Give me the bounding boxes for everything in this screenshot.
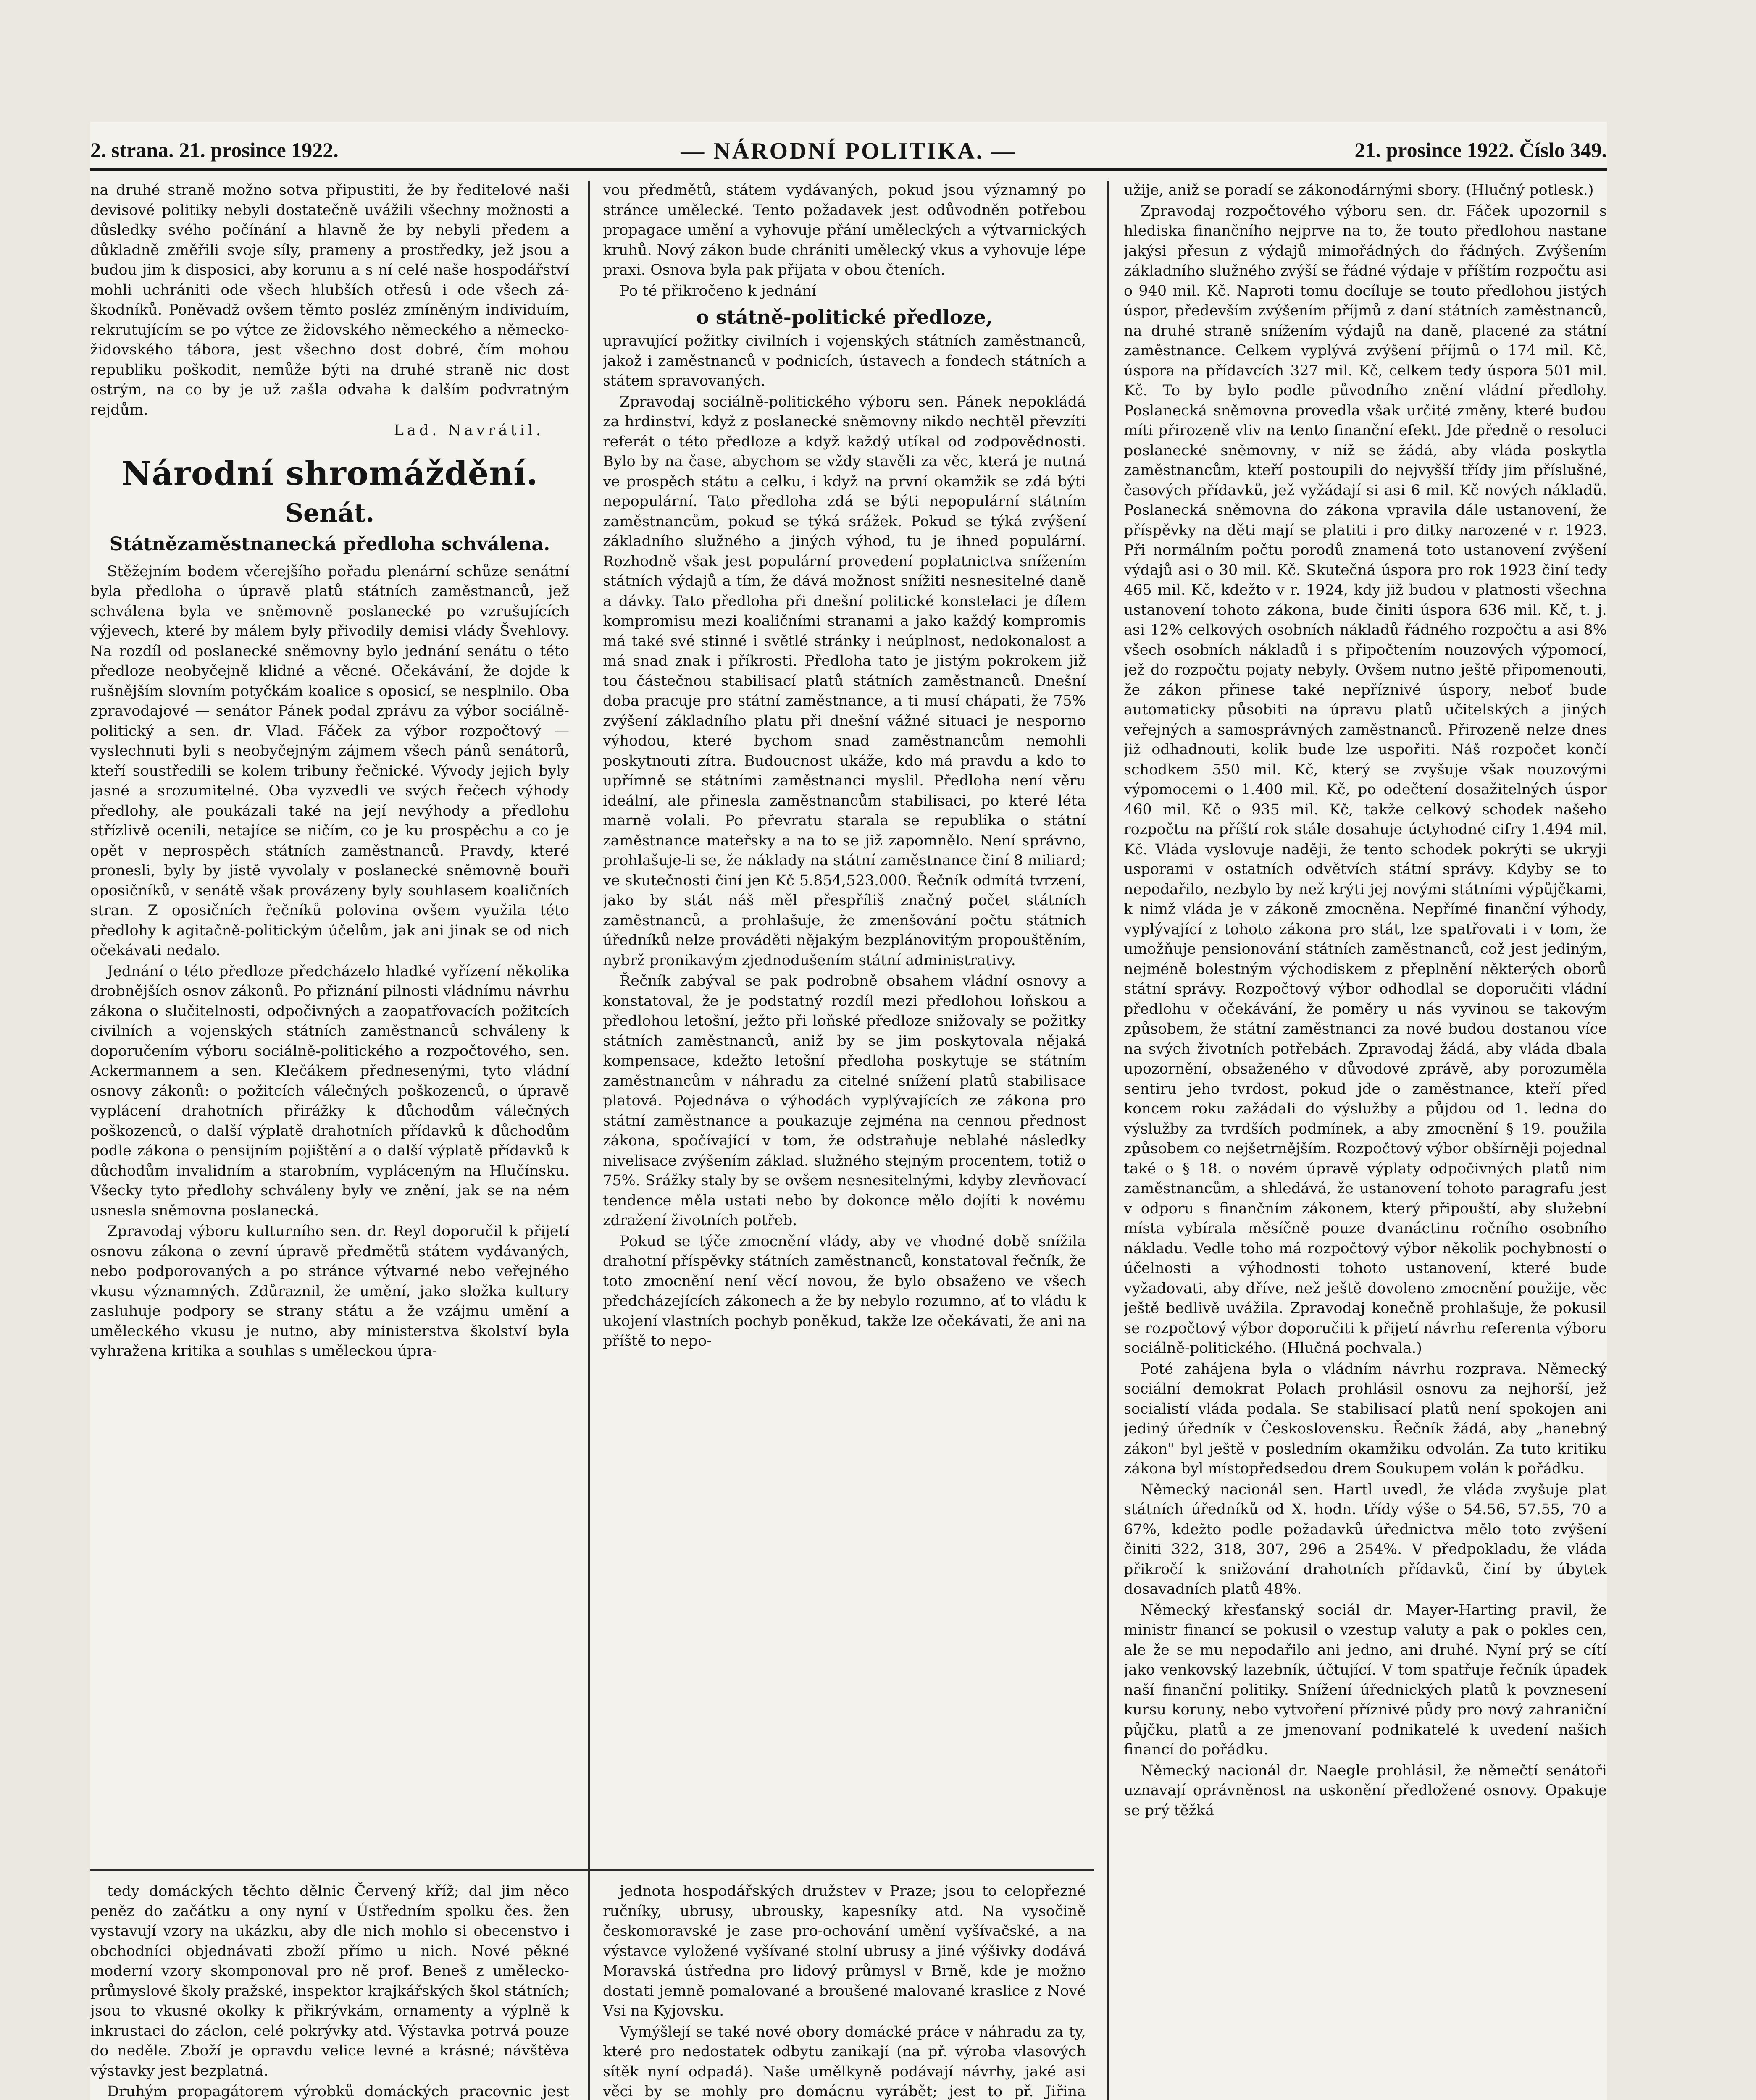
column-2 xyxy=(603,181,1086,1856)
paragraph: Německý nacionál sen. Hartl uvedl, že vláda zvyšuje plat státních úředníků od X. hodn. třídy výše o 54.56, 57.55, 70 a 67%, kdežto podle požadavků úřednictva mělo toto zvýšení činiti 322, 318, 307, 296 a 254%. V předpokladu, že vláda přikročí k snižování drahotních přídavků, činí by úbytek dosavadních platů 48%. xyxy=(1124,1481,1607,1598)
page-header xyxy=(90,122,1607,171)
paragraph: Pokud se týče zmocnění vlády, aby ve vhodné době snížila drahotní příspěvky státních zaměstnanců, konstatoval řečník, že toto zmocnění není věcí novou, že bylo obsaženo ve všech předcházejících zákonech a že by nebylo rozumno, ať to vládu k ukojení vlastních pochyb poněkud, takže lze očekávati, že ani na příště to nepo- xyxy=(603,1233,1086,1349)
masthead-title: — NÁRODNÍ POLITIKA. — xyxy=(681,138,1017,164)
paragraph: Stěžejním bodem včerejšího pořadu plenární schůze senátní byla předloha o úpravě platů státních zaměstnanců, jež schválena byla ve sněmovně poslanecké po vzrušujících výjevech, které by málem byly přivodily demisi vlády Švehlovy. Na rozdíl od poslanecké sněmovny bylo jednání senátu o této předloze neobyčejně klidné a věcné. Očekávání, že dojde k rušnějším slovním potyčkám koalice s oposicí, se nesplnilo. Oba zpravodajové — senátor Pánek podal zprávu za výbor sociálně-politický a sen. dr. Vlad. Fáček za výbor rozpočtový — vyslechnuti byli s neobyčejným zájmem všech pánů senátorů, kteří soustředili se kolem tribuny řečnické. Vývody jejich byly jasné a srozumitelné. Oba vyzvedli ve svých řečech výhody předlohy, ale poukázali také na její nevýhody a předlohu střízlivě ocenili, netajíce se ničím, co je ku prospěchu a co je opět v neprospěch státních zaměstnanců. Pravdy, které pronesli, byly by jistě vyvolaly v poslanecké sněmovně bouři oposičníků, v senátě však provázeny byly souhlasem koaličních stran. Z oposičních řečníků polovina ovšem využila této předlohy k agitačně-politickým účelům, jak ani jinak se od nich očekávati nedalo. xyxy=(90,563,569,959)
article-title: Státnězaměstnanecká předloha schválena. xyxy=(109,533,550,555)
paragraph: Zpravodaj rozpočtového výboru sen. dr. Fáček upozornil s hlediska finančního nejprve na to, že touto předlohou nastane jakýsi přesun z výdajů mimořádných do řádných. Zvýšením základního služného zvýší se řádné výdaje v příštím rozpočtu asi o 940 mil. Kč. Naproti tomu docíluje se touto předlohou jistých úspor, především zvýšením příjmů z daní státních zaměstnanců, na druhé straně snížením výdajů na daně, placené za státní zaměstnance. Celkem vyplývá zvýšení příjmů o 174 mil. Kč, úspora na přídavcích 327 mil. Kč, celkem tedy úspora 501 mil. Kč. To by bylo podle původního znění vládní předlohy. Poslanecká sněmovna provedla však určité změny, které budou míti přirozeně vliv na tento finanční efekt. Jde předně o resoluci poslanecké sněmovny, v níž se žádá, aby vláda poskytla zaměstnancům, kteří postoupili do nejvyšší třídy jim příslušné, časových přídavků, jež vyžádají si asi 6 mil. Kč nových nákladů. Poslanecká sněmovna do zákona vpravila dále ustanovení, že příspěvky na děti mají se platiti i pro ditky narozené v r. 1923. Při normálním počtu porodů znamená toto ustanovení zvýšení výdajů asi o 30 mil. Kč. Skutečná úspora pro rok 1923 činí tedy 465 mil. Kč, kdežto v r. 1924, kdy již budou v platnosti všechna ustanovení tohoto zákona, bude činiti úspora 636 mil. Kč, t. j. asi 12% celkových osobních nákladů řádného rozpočtu a asi 8% všech osobních nákladů i s připočtením nouzových výpomocí, jež do rozpočtu pojaty nebyly. Ovšem nutno ještě připomenouti, že zákon přinese také nepříznivé úspory, neboť bude automaticky působiti na úpravu platů učitelských a jiných veřejných a samosprávných zaměstnanců. Přirozeně nelze dnes již odhadnouti, kolik bude lze uspořiti. Náš rozpočet končí schodkem 550 mil. Kč, který se zvyšuje však nouzovými výpomocemi o 1.400 mil. Kč, po odečtení dosažitelných úspor 460 mil. Kč o 935 mil. Kč, takže celkový schodek našeho rozpočtu na příští rok stále dosahuje úctyhodné cifry 1.494 mil. Kč. Vláda vyslovuje naději, že tento schodek pokrýti se ukryji usporami v ostatních odvětvích státní správy. Kdyby se to nepodařilo, nezbylo by než krýti jej novými státními výpůjčkami, k nimž vláda je v zákoně zmocněna. Nepřímé finanční výhody, vyplývající z tohoto zákona pro stát, lze spatřovati i v tom, že umožňuje pensionování státních zaměstnanců, což jest jediným, nejméně bolestným východiskem z přeplnění některých oborů státní správy. Rozpočtový výbor odhodlal se doporučiti vládní předlohu v očekávání, že poměry u nás vyvinou se takovým způsobem, že státní zaměstnanci za nové budou dostanou více na svých životních potřebách. Zpravodaj žádá, aby vláda dbala upozornění, obsaženého v důvodové zprávě, aby porozuměla sentiru jeho tvrdost, pokud jde o zaměstnance, kteří před koncem roku zažádali do výslužby a půjdou od 1. ledna do výslužby za tvrdších podmínek, a aby zmocnění § 19. použila způsobem co nejšetrnějším. Rozpočtový výbor obšírněji pojednal také o § 18. o novém úpravě výplaty odpočivných platů nim zaměstnancům, a shledává, že ustanovení tohoto paragrafu jest v odporu s finančním zákonem, který připouští, aby služební místa vybírala měsíčně pouze dvanáctinu ročního osobního nákladu. Vedle toho má rozpočtový výbor několik pochybností o účelnosti a výhodnosti tohoto ustanovení, které bude vyžadovati, aby dříve, než ještě dovoleno zmocnění použije, věc ještě bedlivě uvážila. Zpravodaj konečně prohlašuje, že pokusil se rozpočtový výbor doporučiti k přijetí návrhu referenta výboru sociálně-politického. (Hlučná pochvala.) xyxy=(1124,202,1607,1357)
header-issue-right: 21. prosince 1922. Číslo 349. xyxy=(1354,138,1607,162)
paragraph: Jednání o této předloze předcházelo hladké vyřízení několika drobnějších osnov zákonů. Po přiznání pilnosti vládnímu návrhu zákona o slučitelnosti, odpočivných a zaopatřovacích požitcích civilních a vojenských státních zaměstnanců schváleny k doporučením výboru sociálně-politického a rozpočtového, sen. Ackermannem a sen. Klečákem přednesenými, tyto vládní osnovy zákonů: o požitcích válečných poškozenců, o úpravě vyplácení drahotních přirážky k důchodům válečných poškozenců, o další výplatě drahotních přídavků k důchodům podle zákona o pensijním pojištění a o další výplatě přídavků k důchodům invalidním a starobním, vypláceným na Hlučínsku. Všecky tyto předlohy schváleny byly ve znění, jak se na ném usnesla sněmovna poslanecká. xyxy=(90,963,569,1219)
subheading-intro: Po té přikročeno k jednání xyxy=(620,282,817,299)
paragraph: Řečník zabýval se pak podrobně obsahem vládní osnovy a konstatoval, že je podstatný rozdíl mezi předlohou loňskou a předlohou letošní, ježto při loňské předloze snižovaly se požitky státních zaměstnanců, aniž by se jim poskytovala nějaká kompensace, kdežto letošní předloha poskytuje se státním zaměstnancům v náhradu za citelné snížení platů stabilisace platová. Pojednáva o výhodách vyplývajících ze zákona pro státní zaměstnance a poukazuje zejména na cennou přednost zákona, spočívající v tom, že odstraňuje neblahé následky nivelisace zvýšením základ. služného stejným procentem, totiž o 75%. Srážky staly by se ovšem nesnesitelnými, kdyby zlevňovací tendence měla ustati nebo by dokonce mělo dojíti k novému zdražení životních potřeb. xyxy=(603,973,1086,1229)
subheading: o státně-politické předloze, xyxy=(696,306,993,328)
paragraph: Poté zahájena byla o vládním návrhu rozprava. Německý sociální demokrat Polach prohlásil osnovu za nejhorší, jež socialistí vláda podala. Se stabilisací platů není spokojen ani jediný úředník v Československu. Řečník žádá, aby „hanebný zákon" byl ještě v posledním okamžiku odvolán. Za tuto kritiku zákona byl místopředsedou drem Soukupem volán k pořádku. xyxy=(1124,1360,1607,1477)
section-title: Národní shromáždění. xyxy=(121,454,538,493)
paragraph: Německý nacionál dr. Naegle prohlásil, že němečtí senátoři uznavají oprávněnost na uskonění předložené osnovy. Opakuje se prý těžká xyxy=(1124,1762,1607,1819)
paragraph: Německý křesťanský sociál dr. Mayer-Harting pravil, že ministr financí se pokusil o vzestup valuty a pak o pokles cen, ale že se mu nepodařilo ani jedno, ani druhé. Nyní prý se cítí jako venkovský lazebník, účtující. V tom spatřuje řečník úpadek naší finanční politiky. Snížení úřednických platů k povznesení kursu koruny, nebo vytvoření příznivé půdy pro nový zahraniční půjčku, platů a ze jmenovaní podnikatelé k uvedení našich financí do pořádku. xyxy=(1124,1601,1607,1758)
header-date-left: 2. strana. 21. prosince 1922. xyxy=(90,138,339,162)
section-subtitle: Senát. xyxy=(285,498,375,528)
bottom-column-2 xyxy=(603,1882,1086,2100)
column-3 xyxy=(1124,181,1607,2100)
paragraph: užije, aniž se poradí se zákonodárnými sbory. (Hlučný potlesk.) xyxy=(1124,182,1594,199)
paragraph: vou předmětů, státem vydávaných, pokud jsou významný po stránce umělecké. Tento požadavek jest odůvodněn potřebou propagace umění a vyhovuje přání uměleckých a výtvarnických kruhů. Nový zákon bude chrániti umělecký vkus a vyhovuje lépe praxi. Osnova byla pak přijata v obou čteních. xyxy=(603,182,1086,278)
newspaper-page xyxy=(90,122,1607,2100)
bottom-column-1 xyxy=(90,1882,569,2100)
subheading-rest: upravující požitky civilních i vojenských státních zaměstnanců, jakož i zaměstnanců v podnicích, ústavech a fondech státních a státem spravovaných. xyxy=(603,333,1086,389)
paragraph: tedy domáckých těchto dělnic Červený kříž; dal jim něco peněz do začátku a ony nyní v Ústředním spolku čes. žen vystavují vzory na ukázku, aby dle nich mohlo si obecenstvo i obchodníci objednávati zboží přímo u nich. Nové pěkné moderní vzory skomponoval pro ně prof. Beneš z umělecko-průmyslové školy pražské, inspektor krajkářských škol státních; jsou to vkusné okolky k přikrývkám, ornamenty a výplně k inkrustaci do záclon, celé pokrývky atd. Výstavka potrvá pouze do neděle. Zboží je opravdu velice levné a krásné; návštěva výstavky jest bezplatná. xyxy=(90,1883,569,2079)
article-intro: na druhé straně možno sotva připustiti, že by ředitelové naši devisové politiky nebyli dostatečně uvážili všechny možnosti a důsledky svého počínání a hlavně že by nebyli předem a důkladně změřili svoje síly, prameny a prostředky, jež jsou a budou jim k disposici, aby korunu a s ní celé naše hospodářství mohli uchrániti ode všech hlubších otřesů i ode všech zá-škodníků. Poněvadž ovšem těmto posléz zmíněným individuím, rekrutujícím se po výtce ze židovského německého a německo-židovského tábora, jest všechno dost dobré, čím mohou republiku poškodit, nemůže býti na druhé straně nic dost ostrým, na co by je už zašla odvaha k dalším podvratným rejdům. xyxy=(90,182,569,418)
paragraph: jednota hospodářských družstev v Praze; jsou to celopřezné ručníky, ubrusy, ubrousky, kapesníky atd. Na vysočině českomoravské je zase pro-ochování umění vyšívačské, a na výstavce vyložené vyšívané stolní ubrusy a jiné výšivky dodává Moravská ústředna pro lidový průmysl v Brně, kde je možno dostati jemně pomalované a broušené malované kraslice z Nové Vsi na Kyjovsku. xyxy=(603,1883,1086,2019)
column-rule-2 xyxy=(1107,181,1109,2100)
paragraph: Vymýšlejí se také nové obory domácké práce v náhradu za ty, které pro nedostatek odbytu zanikají (na př. výroba vlasových sítěk nyní odpadá). Naše umělkyně podávají návrhy, jaké asi věci by se mohly pro domácnu vyrábět; jest to př. Jiřina xyxy=(603,2023,1086,2100)
paragraph: Druhým propagátorem výrobků domáckých pracovnic jest xyxy=(107,2083,569,2100)
section-rule xyxy=(90,1869,1094,1871)
author-signature: Lad. Navrátil. xyxy=(394,422,544,439)
paragraph: Zpravodaj výboru kulturního sen. dr. Reyl doporučil k přijetí osnovu zákona o zevní úpravě předmětů státem vydávaných, nebo podporovaných a po stránce výtvarné nebo veřejného vkusu významných. Zdůraznil, že umění, jako složka kultury zasluhuje podpory se strany státu a že vzájmu umění a uměleckého vkusu je nutno, aby ministerstva školství byla vyhražena kritika a souhlas s uměleckou úpra- xyxy=(90,1223,569,1360)
paragraph: Zpravodaj sociálně-politického výboru sen. Pánek nepokládá za hrdinství, když z poslanecké sněmovny nikdo nechtěl převzíti referát o této předloze a když každý utíkal od zodpovědnosti. Bylo by na čase, abychom se vždy stavěli za věc, která je nutná ve prospěch státu a celku, i když na první okamžik se zdá býti nepopulární. Tato předloha zdá se býti nepopulární státním zaměstnancům, pokud se týká srážek. Pokud se týká zvýšení základního služného a jiných výhod, tu je ihned populární. Rozhodně však jest populární provedení poplatnictva snížením státních výdajů a tím, že dává možnost snížiti nesnesitelné daně a dávky. Tato předloha při dnešní politické konstelaci je dílem kompromisu mezi koaličními stranami a jako každý kompromis má také své stinné i světlé stránky i neúplnost, nedokonalost a má snad znak i příkrosti. Předloha tato je jistým pokrokem již tou částečnou stabilisací platů státních zaměstnanců. Dnešní doba pracuje pro státní zaměstnance, a ti musí chápati, že 75% zvýšení základního platu při dnešní vážné situaci je nesporno výhodou, které bychom snad zaměstnancům nemohli poskytnouti zítra. Budoucnost ukáže, kdo má pravdu a kdo to upřímně se státními zaměstnanci myslil. Předloha není věru ideální, ale přinesla zaměstnancům stabilisaci, po které léta marně volali. Po převratu starala se republika o státní zaměstnance mateřsky a na to se již zapomnělo. Není správno, prohlašuje-li se, že náklady na státní zaměstnance činí 8 miliard; ve skutečnosti činí jen Kč 5.854,523.000. Řečník odmítá tvrzení, jako by stát náš měl přespříliš značný počet státních zaměstnanců, a prohlašuje, že zmenšování počtu státních úředníků nelze prováděti nějakým bezplánovitým propouštěním, nybrž pronikavým zjednodušením státní administrativy. xyxy=(603,393,1086,969)
column-1 xyxy=(90,181,569,1856)
column-rule-1 xyxy=(588,181,590,2100)
